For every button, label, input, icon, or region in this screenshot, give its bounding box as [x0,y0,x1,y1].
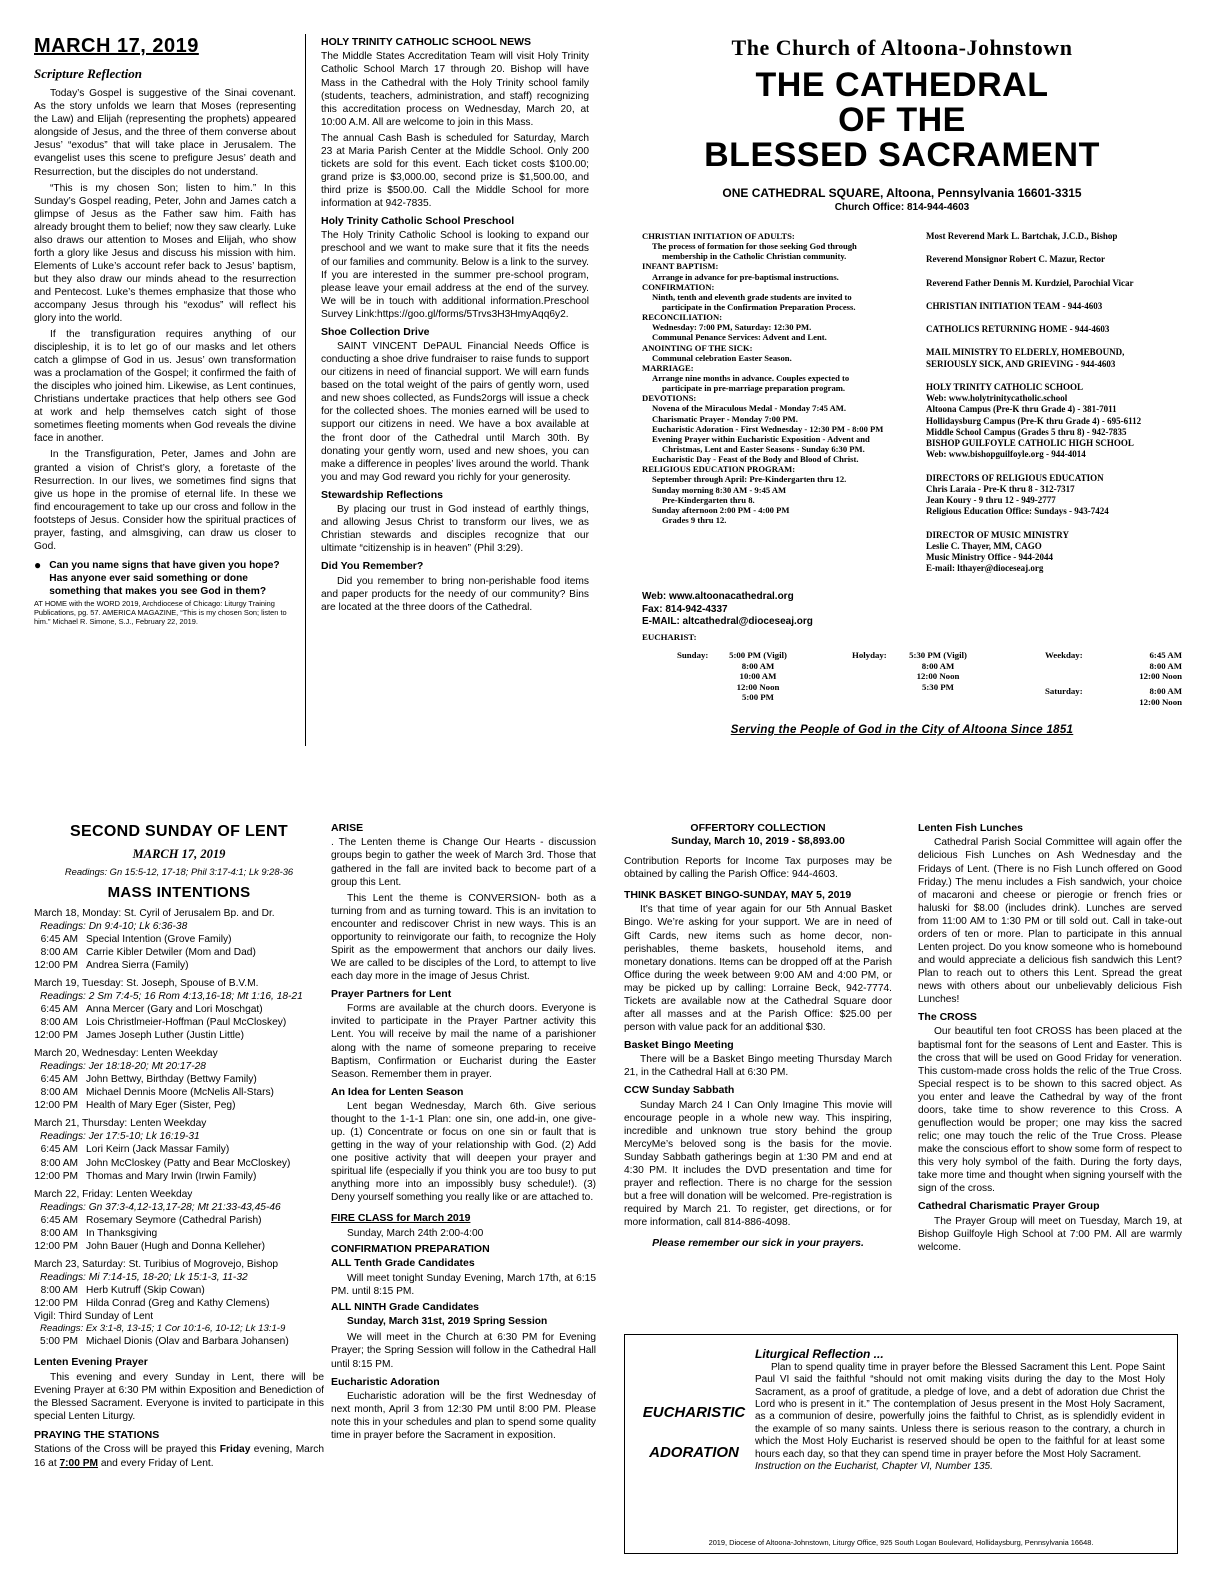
sick-prayers-note: Please remember our sick in your prayers. [652,1237,864,1250]
mass-day [34,977,324,1042]
stations-text [34,1443,324,1469]
mass-time: 8:00 AM [1149,686,1182,696]
eucharist-label: EUCHARIST: [642,632,697,642]
lenten-idea-text: Lent began Wednesday, March 6th. Give serious thought to the 1-1-1 Plan: one sin, one add-in, one give-up. (1) Concentrate or focus on one sin or fault that is getting in the way of your relationship with God. (2) Add one positive activity that will deepen your prayer and spiritual life (especially if you think you are too busy to put anything more into an impossibly busy schedule!). (3) Deny yourself something you really like or are attached to. [331,1101,596,1204]
staff-directory-line: E-mail: lthayer@dioceseaj.org [926,563,1044,574]
directory-spacer [926,461,1188,473]
mass-intention-name: Anna Mercer (Gary and Lori Moschgat) [86,1004,263,1016]
staff-directory-line: Web: www.holytrinitycatholic.school [926,393,1068,403]
vigil-title: Vigil: Third Sunday of Lent [34,1311,154,1323]
mass-intention-name: Special Intention (Grove Family) [86,933,232,945]
staff-directory-line: Chris Laraia - Pre-K thru 8 - 312-7317 [926,483,1075,494]
directory-detail: Communal celebration Easter Season. [652,352,792,363]
stations-text-part: and every Friday of Lent. [98,1457,214,1469]
directory-detail: Wednesday: 7:00 PM, Saturday: 12:30 PM. [652,322,812,333]
mass-intention-time: 8:00 AM [40,1157,78,1169]
ccw-heading: CCW Sunday Sabbath [624,1084,735,1097]
reflection-question [34,559,296,598]
staff-directory-line: Religious Education Office: Sundays - 943-7424 [926,506,1109,517]
mass-intention-row [34,1227,324,1240]
offertory-title: OFFERTORY COLLECTION [690,822,826,834]
mass-intention-row [34,1284,324,1297]
church-name: The Church of Altoona-Johnstown [731,35,1073,60]
mass-intention-name: Andrea Sierra (Family) [86,959,189,971]
mass-time: 8:00 AM [921,660,955,671]
mass-intention-time: 8:00 AM [40,1087,78,1099]
mass-intention-row [34,1099,324,1112]
stewardship-text: By placing our trust in God instead of earthly things, and allowing Jesus Christ to transform our lives, we as Christian stewards and disciples recognize that our ultimate “citizenship is in heaven” (Phil 3:29). [321,504,589,555]
directory-detail: Charismatic Prayer - Monday 7:00 PM. [652,413,798,424]
staff-directory-line: Web: www.bishopguilfoyle.org - 944-4014 [926,449,1086,460]
fax-number: Fax: 814-942-4337 [642,603,728,615]
mass-intention-time: 8:00 AM [40,946,78,958]
eucharistic-label: EUCHARISTIC [642,1404,746,1421]
cross-text: Our beautiful ten foot CROSS has been placed at the baptismal font for the seasons of Lent and Easter. This is the cross that will be used on Good Friday for veneration. This custom-made cross holds the relic of the True Cross. Special respect is to be shown to this sacred object. As you enter and leave the Cathedral by way of the front doors, take time to show reverence to this Cross. A genuflection would be proper; one may kiss the sacred relic; one may touch the relic of the True Cross. Please make the conscious effort to show some form of respect to this very holy symbol of the faith. During the forty days, take more time and thought when signing yourself with the sign of the cross. [918,1026,1182,1195]
mass-intention-row [34,1086,324,1099]
mass-intention-row [34,1016,324,1029]
directory-heading: CHRISTIAN INITIATION OF ADULTS: [642,231,795,241]
mass-day [34,1047,324,1112]
mass-time: 5:30 PM (Vigil) [909,650,967,660]
mass-intention-row [34,959,324,972]
mass-intention-row [34,1214,324,1227]
mass-day-readings: Readings: Jer 17:5-10; Lk 16:19-31 [40,1131,200,1143]
directory-detail: Communal Penance Services: Advent and Lent. [652,332,827,343]
staff-directory-line: HOLY TRINITY CATHOLIC SCHOOL [926,381,1083,392]
mass-intention-row [34,933,324,946]
bingo-meeting-text: There will be a Basket Bingo meeting Thursday March 21, in the Cathedral Hall at 6:30 PM. [624,1054,892,1079]
mass-intention-name: Michael Dennis Moore (McNelis All-Stars) [86,1087,274,1099]
mass-day [34,1188,324,1253]
mass-intention-name: Thomas and Mary Irwin (Irwin Family) [86,1170,257,1182]
church-office-phone: Church Office: 814-944-4603 [834,201,970,213]
evening-prayer-text: This evening and every Sunday in Lent, there will be Evening Prayer at 6:30 PM within Exposition and Benediction of the Blessed Sacrament. Everyone is invited to participate in this special Lenten Liturgy. [34,1371,324,1422]
liturgical-reflection-source: Instruction on the Eucharist, Chapter VI, Number 135. [755,1461,993,1472]
adoration-label: ADORATION [649,1444,739,1461]
reflection-question-text: Can you name signs that have given you hope? Has anyone ever said something or done something that makes you see God in them? [49,559,280,597]
mass-intention-time: 6:45 AM [40,1004,78,1016]
mass-intention-row [34,1143,324,1156]
email-link[interactable]: E-MAIL: altcathedral@dioceseaj.org [642,616,813,627]
mass-day-title: March 23, Saturday: St. Turibius of Mogrovejo, Bishop [34,1258,279,1270]
scripture-reflection-title: Scripture Reflection [34,65,142,81]
mass-intention-time: 12:00 PM [34,959,78,971]
mass-intention-time: 8:00 AM [40,1227,78,1239]
mass-intention-time: 6:45 AM [40,1214,78,1226]
directory-heading: RECONCILIATION: [642,312,723,323]
bullet-icon: ● [34,557,42,572]
eucharistic-adoration-text: Eucharistic adoration will be the first Wednesday of next month, April 3 from 12:30 PM until 8:00 PM. Please note this in your schedules and plan to spend some quality time in prayer before the Sacrament in exposition. [331,1391,596,1442]
charismatic-group-text: The Prayer Group will meet on Tuesday, March 19, at Bishop Guilfoyle High School at 7:00 PM. All are warmly welcome. [918,1215,1182,1253]
holyday-times [892,650,984,692]
directory-spacer [926,242,1188,254]
basket-bingo-text: It’s that time of year again for our 5th Annual Basket Bingo. We’re asking for your support. We are in need of Gift Cards, new items such as home decor, non-perishables, theme baskets, household items, and monetary donations. Items can be dropped off at the Parish Office during the week between 9:00 AM and 4:00 PM, or may be picked up by calling: Lorraine Beck, 942-7774. Tickets are available now at the Cathedral Square door after all masses and at the Parish Office: $25.00 per person with value pack for an additional $30. [624,904,892,1033]
sunday-label: Sunday: [677,650,709,660]
mass-intention-time: 8:00 AM [40,1017,78,1029]
school-news-column [321,36,589,752]
reflection-paragraph: Today’s Gospel is suggestive of the Sinai covenant. As the story unfolds we learn that Moses (representing the Law) and Elijah (representing the prophets) appeared alongside of Jesus, and the three of them converse about Jesus’ “exodus” that will take place in Jerusalem. The evangelist uses this scene to prefigure Jesus’ death and Resurrection, but the disciples do not understand. [34,88,296,178]
reflection-paragraph: If the transfiguration requires anything of our discipleship, it is to let go of our masks and let others catch a glimpse of God in us. Jesus’ own transformation was a proclamation of the Gospel; it confirmed the faith of the disciples who joined him. Likewise, as Lent continues, Christians undertake practices that help others see God at work and help themselves catch sight of those sometimes fleeting moments when God reveals the divine face in another. [34,329,296,445]
mass-intention-time: 6:45 AM [40,1074,78,1086]
mass-intention-name: Herb Kutruff (Skip Cowan) [86,1284,205,1296]
offertory-amount: Sunday, March 10, 2019 - $8,893.00 [671,835,845,848]
stations-day: Friday [219,1444,251,1456]
mass-intention-time: 8:00 AM [40,1284,78,1296]
mass-time: 5:00 PM [741,692,774,703]
prayer-partners-text: Forms are available at the church doors. Everyone is invited to participate in the Prayer Partner activity this Lent. You will receive by mail the name of a parishioner along with the name of someone preparing to receive Baptism, Confirmation or Eucharist during the Easter Season. Remember them in prayer. [331,1003,596,1080]
lenten-programs-column [331,822,596,1574]
mass-intention-name: Hilda Conrad (Greg and Kathy Clemens) [86,1298,270,1309]
reflection-paragraph: “This is my chosen Son; listen to him.” In this Sunday’s Gospel reading, Peter, John and James catch a glimpse of Jesus as the Father saw him. Faith has already brought them to belief; now they saw clearly. Luke also draws our attention to Moses and Elijah, who show forth a glory like Jesus and discuss his mission with him. Elements of Luke’s account refer back to Jesus’ baptism, but they also draw our minds ahead to the resurrection and Pentecost. Luke’s themes emphasize that those who accompany Jesus through his “exodus” will reflect his glory into the world. [34,182,296,325]
fish-cross-column [918,822,1182,1332]
mass-time: 6:45 AM [1149,650,1182,660]
mass-intention-time: 12:00 PM [34,1298,78,1309]
mass-intention-name: John McCloskey (Patty and Bear McCloskey) [86,1157,291,1169]
staff-directory-line: CHRISTIAN INITIATION TEAM - 944-4603 [926,300,1103,311]
shoe-drive-text: SAINT VINCENT DePAUL Financial Needs Office is conducting a shoe drive fundraiser to raise funds to support our citizens in need of financial support. We will earn funds based on the total weight of the pairs of gently worn, used and new shoes collected, as Funds2orgs will issue a check for the collected shoes. The monies earned will be used to support our citizens in need. We have a box available at the front door of the Cathedral until March 30th. By donating your gently worn, used and new shoes, you can make a difference in peoples’ lives around the world. Thank you and may God reward you richly for your generosity. [321,341,589,483]
mass-intentions-title: MASS INTENTIONS [107,883,251,901]
staff-directory-line: MAIL MINISTRY TO ELDERLY, HOMEBOUND, [926,347,1125,358]
staff-directory-line: Altoona Campus (Pre-K thru Grade 4) - 381-7011 [926,404,1117,415]
directory-heading: ANOINTING OF THE SICK: [642,342,753,353]
masthead [612,34,1192,214]
mass-intention-time: 12:00 PM [34,1100,78,1112]
mass-intention-row [34,1240,324,1253]
mass-day-title: March 21, Thursday: Lenten Weekday [34,1118,207,1130]
directory-detail: Ninth, tenth and eleventh grade students are invited to [652,291,852,302]
accreditation-text: The Middle States Accreditation Team will visit Holy Trinity Catholic School March 17 through 20. Bishop will have Mass in the Cathedral with the Holy Trinity school family (students, teachers, administration, and staff) recognizing this accreditation process on Wednesday, March 20, at 10:00 A.M. All are welcome to join in this Mass. [321,51,589,128]
staff-directory-line: DIRECTORS OF RELIGIOUS EDUCATION [926,472,1104,483]
mass-intention-name: Michael Dionis (Olav and Barbara Johansen) [86,1336,289,1348]
staff-directory-line: Reverend Monsignor Robert C. Mazur, Rector [926,254,1106,265]
contact-info [642,591,942,631]
staff-directory-line: BISHOP GUILFOYLE CATHOLIC HIGH SCHOOL [926,438,1134,448]
mass-intention-row [34,1157,324,1170]
mass-intention-name: James Joseph Luther (Justin Little) [86,1030,244,1042]
directory-detail: Arrange in advance for pre-baptismal instructions. [652,271,839,282]
mass-intention-name: John Bauer (Hugh and Donna Kelleher) [86,1240,265,1252]
mass-time: 5:00 PM (Vigil) [729,650,787,660]
staff-directory-line: Music Ministry Office - 944-2044 [926,552,1053,562]
column-divider [305,34,306,746]
directory-heading: RELIGIOUS EDUCATION PROGRAM: [642,464,796,475]
reflection-citation: AT HOME with the WORD 2019, Archdiocese of Chicago: Liturgy Training Publications, pg. 57. AMERICA MAGAZINE, “This is my chosen Son; listen to him.” Michael R. Simone, S.J., February 22, 2019. [34,599,287,626]
mass-intention-name: Rosemary Seymore (Cathedral Parish) [86,1214,262,1226]
mass-intention-row [34,1003,324,1016]
mass-intention-time: 12:00 PM [34,1030,78,1042]
directory-detail: Novena of the Miraculous Medal - Monday 7:45 AM. [652,403,847,414]
arise-text: This Lent the theme is CONVERSION- both as a turning from and as turning toward. This is an invitation to encounter and rediscover Christ in new ways. This is an opportunity to reinvigorate our faith, to recognize the Holy Spirit as the empowerment that anchors our daily lives. We are called to be disciples of the Lord, to attempt to live each day more in the image of Jesus Christ. [331,892,596,982]
mass-intention-name: Lois Christlmeier-Hoffman (Paul McCloskey) [86,1017,287,1029]
directory-detail: Eucharistic Day - Feast of the Body and Blood of Christ. [652,454,859,465]
liturgical-reflection-title: Liturgical Reflection ... [755,1347,884,1361]
directory-spacer [926,335,1188,347]
mass-time: 10:00 AM [739,671,777,682]
holyday-label: Holyday: [852,650,887,660]
preschool-text: The Holy Trinity Catholic School is looking to expand our preschool and we want to make sure that it fits the needs of our families and community. Below is a link to the survey. If you are interested in the summer pre-school program, please leave your email address at the end of the survey. We will be in touch with additional information.Preschool Survey Link:https://goo.gl/forms/5Trvs3H3HmyAqq6y2. [321,230,589,320]
reflection-body-wrap [755,1347,1165,1473]
mass-time: 8:00 AM [741,660,775,671]
mass-time: 12:00 Noon [916,671,960,682]
directory-detail: Arrange nine months in advance. Couples expected to [652,372,850,383]
mass-time: 5:30 PM [921,681,954,692]
directory-spacer [926,266,1188,278]
fire-class-text: Sunday, March 24th 2:00-4:00 [347,1227,484,1239]
staff-directory-line: CATHOLICS RETURNING HOME - 944-4603 [926,324,1110,334]
staff-directory-line: DIRECTOR OF MUSIC MINISTRY [926,529,1069,540]
saturday-label: Saturday: [1045,686,1083,696]
mass-intention-time: 12:00 PM [34,1170,78,1182]
mass-intention-name: John Bettwy, Birthday (Bettwy Family) [86,1074,257,1086]
mass-day [34,1258,324,1349]
mass-day-title: March 20, Wednesday: Lenten Weekday [34,1048,218,1060]
contribution-reports-text: Contribution Reports for Income Tax purposes may be obtained by calling the Parish Office: 944-4603. [624,855,892,880]
sunday-readings: Readings: Gn 15:5-12, 17-18; Phil 3:17-4:1; Lk 9:28-36 [64,866,294,878]
church-address: ONE CATHEDRAL SQUARE, Altoona, Pennsylvania 16601-3315 [722,186,1082,201]
liturgical-reflection-text: Plan to spend quality time in prayer before the Blessed Sacrament this Lent. Pope Saint Paul VI said the faithful “should not omit making visits during the day to the Most Holy Sacrament, as a proof of gratitude, a pledge of love, and a debt of adoration due Christ the Lord who is present in it.” The contemplation of Jesus present in the Most Holy Sacrament, as a communion of desire, powerfully joins the faithful to Christ, as is splendidly evident in the example of so many saints. Unless there is serious reason to the contrary, a church in which the Most Holy Eucharist is reserved should be open to the faithful for at least some hours each day, so that they can spend time in prayer before the Most Holy Sacrament. [755,1361,1165,1460]
mass-day [34,907,324,972]
staff-directory [926,231,1188,631]
directory-detail: participate in the Confirmation Preparation Process. [662,301,856,312]
school-news-title: HOLY TRINITY CATHOLIC SCHOOL NEWS [321,36,532,48]
directory-detail: membership in the Catholic Christian community. [662,251,847,262]
ninth-grade-heading: ALL NINTH Grade Candidates [331,1300,479,1313]
sacraments-directory [642,231,912,591]
directory-detail: Grades 9 thru 12. [662,514,727,525]
preschool-heading: Holy Trinity Catholic School Preschool [321,215,515,227]
arise-text: . The Lenten theme is Change Our Hearts - discussion groups begin to gather the week of March 3rd. Those that gathered in the fall are invited back to become part of a group this Lent. [331,837,596,888]
remember-text: Did you remember to bring non-perishable food items and paper products for the needy of our community? Bins are located at the three doors of the Cathedral. [321,575,589,613]
mass-day-title: March 18, Monday: St. Cyril of Jerusalem Bp. and Dr. [34,907,275,919]
cash-bash-text: The annual Cash Bash is scheduled for Saturday, March 23 at Maria Parish Center at the Middle School. Only 200 tickets are sold for this event. Each ticket costs $100.00; grand prize is $3,000.00, second prize is $1,500.00, and third prize is $500.00. Call the Middle School for more information at 942-7835. [321,132,589,209]
confirmation-heading: CONFIRMATION PREPARATION [331,1242,490,1255]
mass-intention-name: In Thanksgiving [86,1227,158,1239]
cathedral-title-line: THE CATHEDRAL [755,66,1049,105]
fish-lunches-heading: Lenten Fish Lunches [918,822,1024,834]
tenth-grade-heading: ALL Tenth Grade Candidates [331,1257,475,1270]
mass-intention-name: Carrie Kibler Detwiler (Mom and Dad) [86,946,256,958]
scripture-reflection-column [34,34,296,750]
fire-class-heading: FIRE CLASS for March 2019 [331,1212,471,1225]
mass-date: MARCH 17, 2019 [132,847,226,862]
mass-intention-row [34,1073,324,1086]
charismatic-group-heading: Cathedral Charismatic Prayer Group [918,1200,1100,1213]
cathedral-title-line: BLESSED SACRAMENT [704,135,1100,174]
saturday-times [1102,686,1182,707]
stations-time: 7:00 PM [59,1457,99,1469]
parish-news-column [624,822,892,1332]
staff-directory-line: Most Reverend Mark L. Bartchak, J.C.D., Bishop [926,231,1118,241]
mass-day-readings: Readings: 2 Sm 7:4-5; 16 Rom 4:13,16-18; Mt 1:16, 18-21 [40,990,303,1002]
mass-day [34,1117,324,1182]
eucharist-schedule [642,632,1192,712]
prayer-partners-heading: Prayer Partners for Lent [331,987,452,1000]
directory-spacer [926,518,1188,530]
stations-heading: PRAYING THE STATIONS [34,1429,160,1442]
liturgical-reflection-box [624,1334,1178,1554]
mass-intention-time: 6:45 AM [40,1144,78,1156]
directory-detail: participate in pre-marriage preparation program. [662,383,846,394]
cathedral-title-line: OF THE [838,100,966,139]
mass-intention-time: 5:00 PM [40,1336,78,1348]
staff-directory-line: SERIOUSLY SICK, AND GRIEVING - 944-4603 [926,358,1116,369]
shoe-drive-heading: Shoe Collection Drive [321,325,430,338]
arise-heading: ARISE [331,822,364,834]
staff-directory-line: Reverend Father Dennis M. Kurdziel, Parochial Vicar [926,277,1134,288]
cross-heading: The CROSS [918,1011,977,1024]
mass-time: 8:00 AM [1149,660,1182,671]
mass-time: 12:00 Noon [1139,671,1182,682]
basket-bingo-heading: THINK BASKET BINGO-SUNDAY, MAY 5, 2019 [624,888,852,901]
stations-text-part: evening, March 16 at [34,1444,324,1469]
directory-spacer [926,370,1188,382]
directory-spacer [926,289,1188,301]
ccw-text: Sunday March 24 I Can Only Imagine This movie will encourage people in a whole new way. This inspiring, incredible and unknown true story behind the group MercyMe’s beloved song is the basis for the movie. Sunday Sabbath gatherings begin at 1:30 PM and end at 4:30 PM. It includes the DVD presentation and time for prayer and reflection. There is no charge for the session but a free will donation will be welcomed. Pre-registration is required by March 21. To register, get directions, or for more information, call 814-886-4098. [624,1099,892,1229]
mass-intentions-list [34,907,324,1349]
staff-directory-line: Hollidaysburg Campus (Pre-K thru Grade 4) - 695-6112 [926,415,1142,426]
staff-directory-line: Leslie C. Thayer, MM, CAGO [926,540,1042,551]
directory-detail: Sunday afternoon 2:00 PM - 4:00 PM [652,504,790,515]
serving-tagline: Serving the People of God in the City of Altoona Since 1851 [730,724,1074,736]
ninth-grade-session: Sunday, March 31st, 2019 Spring Session [347,1316,548,1328]
evening-prayer-heading: Lenten Evening Prayer [34,1356,148,1369]
remember-heading: Did You Remember? [321,560,424,573]
mass-time: 12:00 Noon [736,681,780,692]
bulletin-date: MARCH 17, 2019 [34,35,199,57]
mass-intention-time: 12:00 PM [34,1240,78,1252]
directory-heading: INFANT BAPTISM: [642,261,719,272]
stewardship-heading: Stewardship Reflections [321,488,443,501]
ninth-grade-text: We will meet in the Church at 6:30 PM for Evening Prayer; the Spring Session will follow in the Cathedral Hall until 8:15 PM. [331,1332,596,1370]
weekday-label: Weekday: [1045,650,1083,660]
directory-detail: Christmas, Lent and Easter Seasons - Sunday 6:30 PM. [662,443,865,454]
directory-spacer [926,312,1188,324]
directory-detail: Evening Prayer within Eucharistic Exposition - Advent and [652,433,870,444]
fish-lunches-text: Cathedral Parish Social Committee will again offer the delicious Fish Lunches on Ash Wednesday and the Fridays of Lent. (There is no Fish Lunch offered on Good Friday.) The menu includes a Fish sandwich, your choice of macaroni and cheese or pierogie or french fries or haluski for $8.00 (includes drink). Lunches are served from 11:00 AM to 1:30 PM or till sold out. Call in take-out orders of ten or more. Plan to participate in this annual Lenten project. Do you know someone who is homebound and would appreciate a delicious fish sandwich this Lent? Plan to reach out to others this Lent. Spread the great news with others about our unbelievably delicious Fish Lunches! [918,837,1182,1005]
mass-intention-row [34,1170,324,1183]
directory-heading: MARRIAGE: [642,362,694,373]
eucharistic-adoration-heading: Eucharistic Adoration [331,1375,440,1388]
second-sunday-title: SECOND SUNDAY OF LENT [70,823,288,840]
mass-intention-row [34,946,324,959]
directory-detail: The process of formation for those seeking God through [652,241,857,252]
weekday-times [1102,650,1182,682]
mass-day-readings: Readings: Mi 7:14-15, 18-20; Lk 15:1-3, 11-32 [40,1271,248,1283]
mass-day-readings: Readings: Jer 18:18-20; Mt 20:17-28 [40,1061,206,1073]
staff-directory-line: Jean Koury - 9 thru 12 - 949-2777 [926,495,1056,505]
reflection-paragraph: In the Transfiguration, Peter, James and John are granted a vision of Christ’s glory, a foretaste of the Resurrection. In our lives, we sometimes find signs that give us hope in the promise of eternal life. In these we find encouragement to take up our cross and follow in the footsteps of Jesus. Consider how the spiritual practices of prayer, fasting, and almsgiving, can draw us closer to God. [34,449,296,552]
sunday-times [718,650,798,703]
mass-day-readings: Readings: Dn 9:4-10; Lk 6:36-38 [40,920,188,932]
website-link[interactable]: Web: www.altoonacathedral.org [642,591,794,602]
staff-directory-line: Middle School Campus (Grades 5 thru 8) - 942-7835 [926,426,1127,437]
directory-heading: CONFIRMATION: [642,281,715,292]
tenth-grade-text: Will meet tonight Sunday Evening, March 17th, at 6:15 PM. until 8:15 PM. [331,1272,596,1297]
directory-detail: September through April: Pre-Kindergarten thru 12. [652,474,847,485]
lenten-idea-heading: An Idea for Lenten Season [331,1085,464,1098]
directory-heading: DEVOTIONS: [642,393,697,404]
bingo-meeting-heading: Basket Bingo Meeting [624,1038,734,1051]
mass-intention-name: Lori Keirn (Jack Massar Family) [86,1144,230,1156]
mass-intention-row [34,1297,324,1310]
mass-intention-row [34,1335,324,1348]
directory-detail: Pre-Kindergarten thru 8. [662,494,755,505]
serving-tagline-wrap [612,723,1192,743]
diocese-footer: 2019, Diocese of Altoona-Johnstown, Liturgy Office, 925 South Logan Boulevard, Hollidaysburg, Pennsylvania 16648. [708,1537,1094,1547]
mass-intention-row [34,1029,324,1042]
directory-detail: Eucharistic Adoration - First Wednesday - 12:30 PM - 8:00 PM [652,423,884,434]
mass-intention-name: Health of Mary Eger (Sister, Peg) [86,1100,236,1112]
mass-intention-time: 6:45 AM [40,933,78,945]
mass-day-readings: Readings: Gn 37:3-4,12-13,17-28; Mt 21:33-43,45-46 [40,1201,281,1213]
stations-text-part: Stations of the Cross will be prayed this [34,1444,220,1456]
mass-time: 12:00 Noon [1139,696,1182,707]
mass-day-title: March 19, Tuesday: St. Joseph, Spouse of B.V.M. [34,977,259,989]
vigil-readings: Readings: Ex 3:1-8, 13-15; 1 Cor 10:1-6, 10-12; Lk 13:1-9 [40,1323,286,1335]
directory-detail: Sunday morning 8:30 AM - 9:45 AM [652,484,787,495]
mass-day-title: March 22, Friday: Lenten Weekday [34,1188,193,1200]
mass-intentions-column [34,822,324,1574]
